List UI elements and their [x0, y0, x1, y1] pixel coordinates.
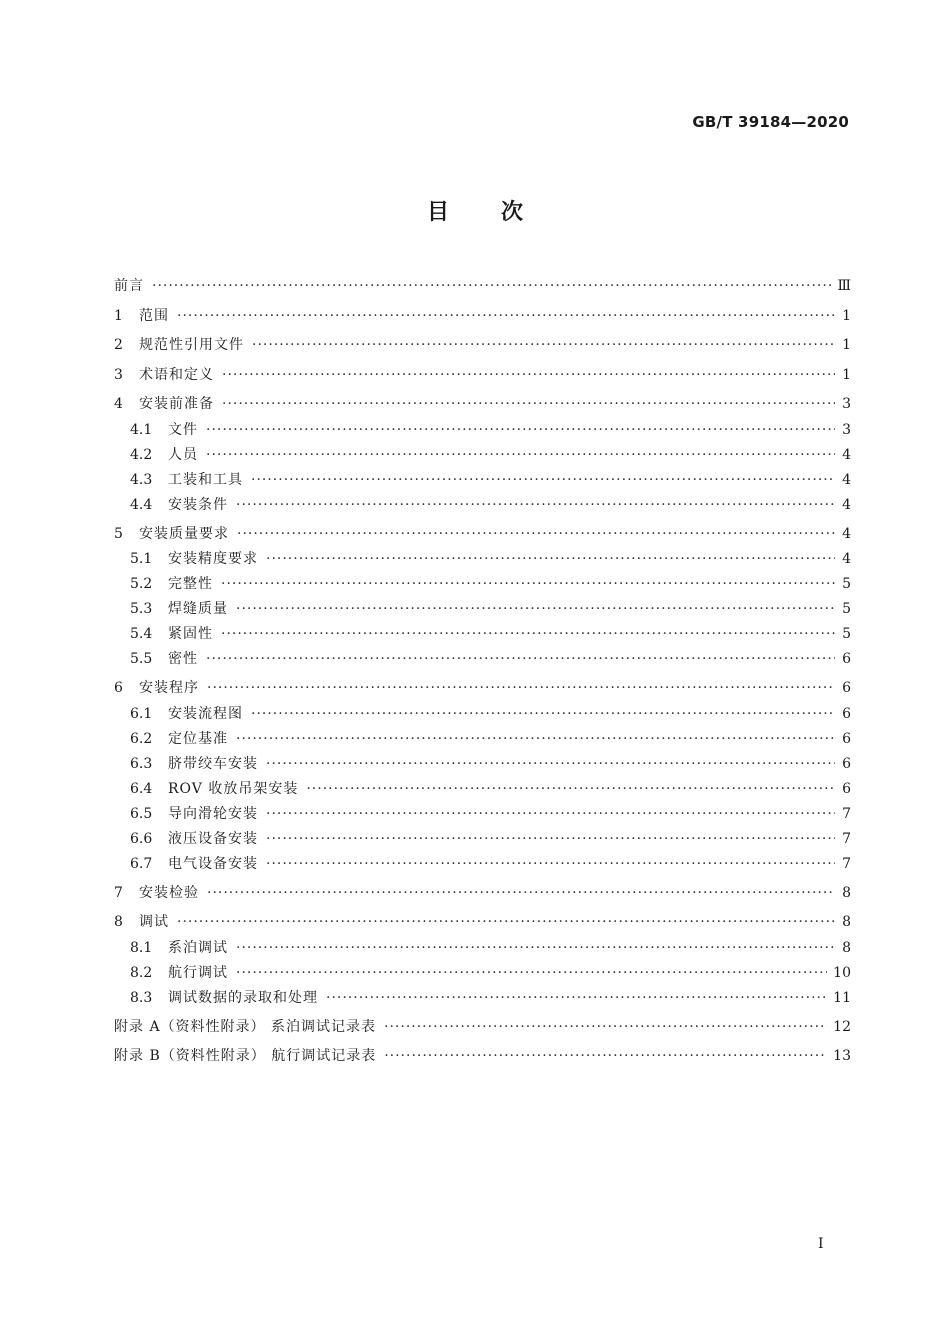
toc-entry-number: 4.1 [130, 421, 153, 438]
toc-entry-label: ROV 收放吊架安装 [168, 780, 299, 797]
toc-entry-label: 脐带绞车安装 [168, 755, 258, 772]
dot-leader [207, 678, 835, 698]
dot-leader [266, 829, 835, 849]
toc-entry[interactable] [114, 908, 851, 938]
toc-entry-number: 1 [114, 307, 123, 324]
toc-entry-number: 3 [114, 366, 123, 383]
toc-entry[interactable] [114, 779, 851, 804]
toc-entry[interactable] [114, 729, 851, 754]
toc-entry-label: 安装程序 [139, 680, 199, 696]
toc-entry-label: 焊缝质量 [168, 601, 228, 617]
toc-entry-page: 4 [842, 496, 851, 513]
toc-title [0, 195, 950, 226]
toc-entry-label: 安装流程图 [168, 705, 243, 722]
toc-entry-page: 3 [842, 421, 851, 438]
toc-entry[interactable] [114, 495, 851, 520]
toc-entry-page: 4 [842, 551, 851, 567]
toc-entry-page: 6 [842, 705, 851, 722]
dot-leader [266, 854, 835, 874]
toc-title-char-1: 目 [426, 200, 449, 225]
dot-leader [384, 1017, 827, 1037]
dot-leader [177, 306, 835, 326]
dot-leader [266, 754, 835, 774]
toc-entry-number: 2 [114, 337, 123, 353]
dot-leader [207, 883, 835, 903]
toc-entry-number: 4.3 [130, 471, 153, 488]
toc-entry-number: 5.2 [130, 576, 153, 592]
dot-leader [206, 420, 835, 440]
dot-leader [251, 704, 835, 724]
toc-entry-number: 8 [114, 914, 123, 930]
toc-entry-page: 6 [842, 651, 851, 667]
dot-leader [237, 524, 835, 544]
toc-entry-number: 6 [114, 680, 123, 696]
toc-entry-page: 7 [842, 830, 851, 847]
toc-title-char-2: 次 [501, 200, 524, 225]
toc-entry-page: 6 [842, 780, 851, 797]
dot-leader [266, 804, 835, 824]
toc-entry-page: 5 [842, 576, 851, 592]
dot-leader [206, 445, 835, 465]
toc-entry-number: 6.7 [130, 855, 153, 872]
dot-leader [206, 649, 835, 669]
toc-entry-number: 4 [114, 396, 123, 412]
toc-entry-page: 1 [842, 366, 851, 383]
dot-leader [152, 276, 831, 296]
toc-entry-label: 航行调试 [168, 964, 228, 981]
dot-leader [236, 495, 835, 515]
toc-entry-page: 7 [842, 855, 851, 872]
dot-leader [221, 574, 835, 594]
toc-entry[interactable] [114, 649, 851, 674]
toc-entry-label: 安装条件 [168, 496, 228, 513]
toc-entry[interactable] [114, 754, 851, 779]
toc-entry-label: 工装和工具 [168, 471, 243, 488]
toc-entry-label: 液压设备安装 [168, 830, 258, 847]
toc-entry-page: 7 [842, 805, 851, 822]
toc-entry-label: 电气设备安装 [168, 855, 258, 872]
toc-entry-label: 安装质量要求 [139, 525, 229, 542]
toc-entry[interactable] [114, 854, 851, 879]
toc-entry-label: 术语和定义 [139, 366, 214, 383]
toc-entry-label: 安装检验 [139, 884, 199, 901]
toc-entry-label: 范围 [139, 307, 169, 324]
toc-entry[interactable] [114, 1042, 851, 1072]
toc-entry-page: 1 [842, 337, 851, 353]
toc-entry[interactable] [114, 674, 851, 704]
toc-entry-label: 完整性 [168, 576, 213, 592]
toc-entry-number: 6.6 [130, 830, 153, 847]
toc-entry-label: 文件 [168, 421, 198, 438]
dot-leader [177, 912, 835, 932]
toc-entry-number: 5.3 [130, 601, 153, 617]
dot-leader [222, 394, 835, 414]
toc-entry-page: 6 [842, 755, 851, 772]
toc-entry-page: 12 [833, 1018, 851, 1035]
toc-entry-number: 8.2 [130, 964, 153, 981]
toc-entry-label: 导向滑轮安装 [168, 805, 258, 822]
toc-entry-page: 11 [833, 989, 851, 1006]
toc-entry[interactable] [114, 420, 851, 445]
dot-leader [221, 624, 835, 644]
toc-entry-number: 5.4 [130, 626, 153, 642]
dot-leader [266, 549, 835, 569]
toc-entry[interactable] [114, 804, 851, 829]
toc-entry-page: 5 [842, 626, 851, 642]
toc-entry-label: 定位基准 [168, 730, 228, 747]
toc-entry[interactable] [114, 470, 851, 495]
toc-entry-number: 6.1 [130, 705, 153, 722]
dot-leader [236, 599, 835, 619]
toc-entry-number: 4.4 [130, 496, 153, 513]
toc-entry-page: 8 [842, 914, 851, 930]
toc-entry[interactable] [114, 302, 851, 332]
toc-entry-page: 8 [842, 884, 851, 901]
toc-entry-number: 8.3 [130, 989, 153, 1006]
page-number: I [818, 1236, 824, 1252]
table-of-contents [114, 272, 851, 1072]
toc-entry-number: 6.5 [130, 805, 153, 822]
toc-entry[interactable] [114, 390, 851, 420]
toc-entry-page: 13 [833, 1048, 851, 1064]
toc-entry-page: 4 [842, 446, 851, 463]
toc-entry[interactable] [114, 963, 851, 988]
toc-entry[interactable] [114, 829, 851, 854]
toc-entry-label: 调试数据的录取和处理 [168, 989, 318, 1006]
toc-entry[interactable] [114, 624, 851, 649]
dot-leader [306, 779, 835, 799]
toc-entry-number: 5.5 [130, 651, 153, 667]
toc-entry-page: 5 [842, 601, 851, 617]
dot-leader [326, 988, 827, 1008]
toc-entry-page: 10 [833, 964, 851, 981]
toc-entry[interactable] [114, 1013, 851, 1043]
standard-code: GB/T 39184—2020 [692, 113, 849, 131]
toc-entry-label: 附录 A（资料性附录） 系泊调试记录表 [114, 1018, 377, 1035]
toc-entry-label: 前言 [114, 278, 144, 294]
dot-leader [236, 729, 835, 749]
dot-leader [384, 1046, 827, 1066]
toc-entry[interactable] [114, 879, 851, 909]
toc-entry-label: 规范性引用文件 [139, 337, 244, 353]
toc-entry-page: 4 [842, 525, 851, 542]
toc-entry-number: 6.3 [130, 755, 153, 772]
toc-entry-number: 5.1 [130, 551, 153, 567]
toc-entry-page: 6 [842, 680, 851, 696]
toc-entry-label: 紧固性 [168, 626, 213, 642]
dot-leader [252, 335, 835, 355]
toc-entry[interactable] [114, 272, 851, 302]
toc-entry-label: 人员 [168, 446, 198, 463]
toc-entry-page: 3 [842, 396, 851, 412]
toc-entry-number: 6.2 [130, 730, 153, 747]
toc-entry-number: 4.2 [130, 446, 153, 463]
toc-entry[interactable] [114, 361, 851, 391]
toc-entry-label: 系泊调试 [168, 939, 228, 956]
toc-entry-label: 调试 [139, 914, 169, 930]
toc-entry-label: 安装前准备 [139, 396, 214, 412]
toc-entry[interactable] [114, 520, 851, 550]
toc-entry-page: 6 [842, 730, 851, 747]
toc-entry-number: 5 [114, 525, 123, 542]
toc-entry-page: 1 [842, 307, 851, 324]
toc-entry[interactable] [114, 549, 851, 574]
dot-leader [236, 938, 835, 958]
toc-entry-page: Ⅲ [837, 278, 851, 294]
toc-entry-number: 6.4 [130, 780, 153, 797]
toc-entry[interactable] [114, 445, 851, 470]
dot-leader [251, 470, 835, 490]
dot-leader [236, 963, 827, 983]
toc-entry[interactable] [114, 938, 851, 963]
toc-entry-number: 8.1 [130, 939, 153, 956]
toc-entry-label: 附录 B（资料性附录） 航行调试记录表 [114, 1048, 377, 1064]
toc-entry[interactable] [114, 574, 851, 599]
toc-entry-page: 4 [842, 471, 851, 488]
toc-entry-number: 7 [114, 884, 123, 901]
toc-entry[interactable] [114, 988, 851, 1013]
toc-entry-page: 8 [842, 939, 851, 956]
toc-entry[interactable] [114, 331, 851, 361]
toc-entry[interactable] [114, 704, 851, 729]
toc-entry-label: 密性 [168, 651, 198, 667]
dot-leader [222, 365, 835, 385]
toc-entry[interactable] [114, 599, 851, 624]
toc-entry-label: 安装精度要求 [168, 551, 258, 567]
